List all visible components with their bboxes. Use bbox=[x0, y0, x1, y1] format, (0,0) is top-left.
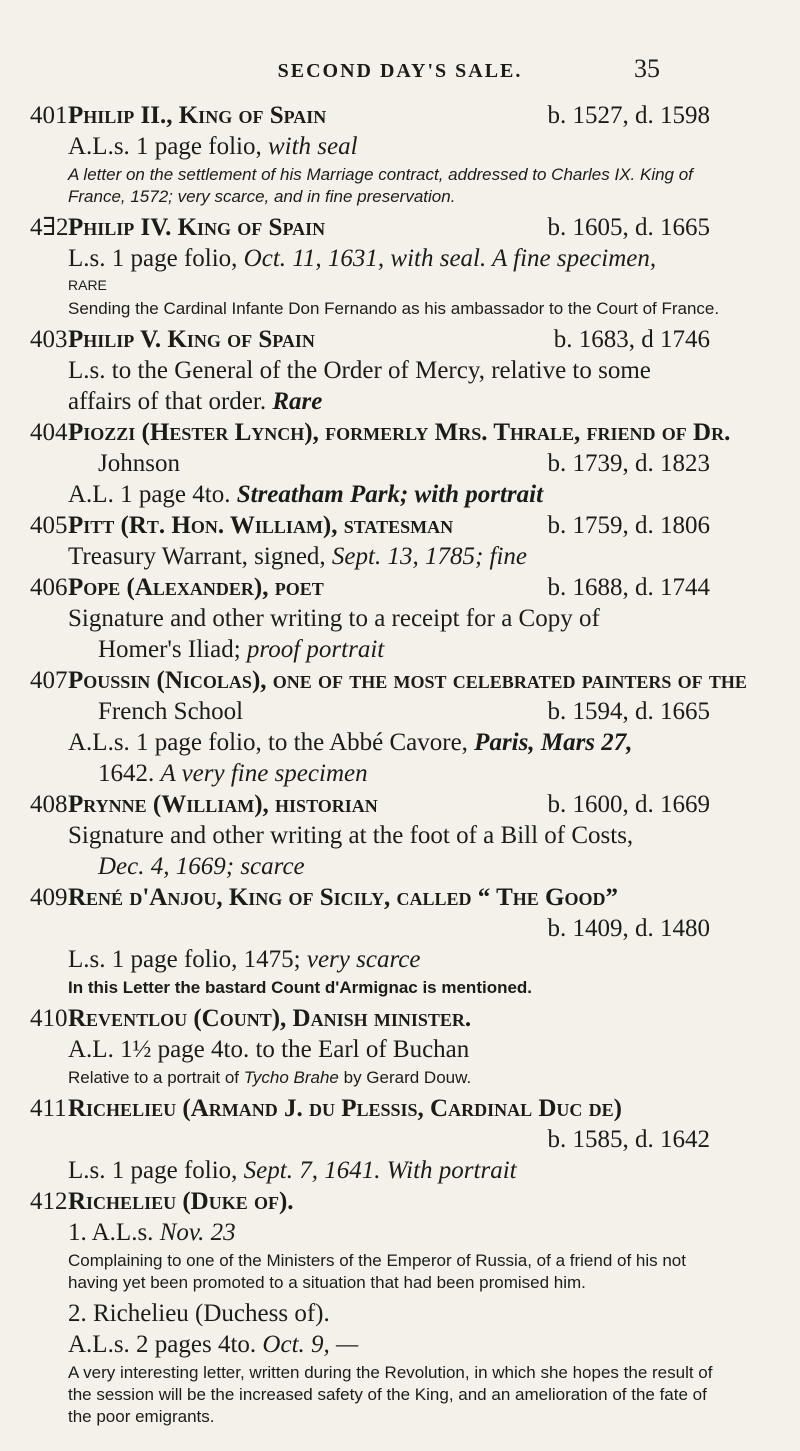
lot-description: Treasury Warrant, signed, bbox=[68, 543, 332, 570]
sub-item-italic: Oct. 9, — bbox=[262, 1331, 359, 1358]
lot-description-italic: with seal bbox=[267, 133, 358, 160]
running-head: SECOND DAY'S SALE. bbox=[277, 60, 523, 82]
lot-dates: b. 1594, d. 1665 bbox=[547, 698, 710, 725]
sub-item-italic: Nov. 23 bbox=[159, 1219, 236, 1246]
lot-note: Sending the Cardinal Infante Don Fernando as his ambassador to the Court of France. bbox=[68, 299, 720, 318]
lot-entry bbox=[30, 665, 747, 789]
lot-description: Homer's Iliad; bbox=[98, 636, 247, 663]
lot-name: Pope (Alexander), poet bbox=[68, 574, 324, 601]
lot-entry bbox=[30, 1186, 730, 1428]
lot-name: René d'Anjou, King of Sicily, called “ The Good” bbox=[68, 884, 618, 911]
lot-description: affairs of that order. bbox=[68, 388, 273, 415]
lot-description-italic: Streatham Park; with portrait bbox=[236, 481, 544, 508]
lot-entry bbox=[30, 572, 730, 665]
lot-description-italic: Sept. 7, 1641. With portrait bbox=[243, 1157, 517, 1184]
lot-description: Signature and other writing at the foot of a Bill of Costs, bbox=[68, 822, 634, 849]
lot-description: A.L. 1 page 4to. bbox=[68, 481, 237, 508]
lot-dates: b. 1688, d. 1744 bbox=[547, 574, 710, 601]
lot-description: Signature and other writing to a receipt for a Copy of bbox=[68, 605, 600, 632]
lot-name: Poussin (Nicolas), one of the most celebrated painters of the bbox=[68, 667, 747, 694]
lot-name: Philip V. King of Spain bbox=[68, 326, 315, 353]
lot-dates: b. 1600, d. 1669 bbox=[547, 791, 710, 818]
lot-description: L.s. 1 page folio, 1475; bbox=[68, 946, 307, 973]
lot-number: 410 bbox=[30, 1005, 68, 1032]
lot-description-italic: proof portrait bbox=[246, 636, 385, 663]
lot-description: L.s. 1 page folio, bbox=[68, 245, 244, 272]
sub-item: 1. A.L.s. bbox=[68, 1219, 160, 1246]
lot-description-italic: Rare bbox=[272, 388, 323, 415]
lot-list bbox=[30, 100, 747, 1432]
lot-number: 403 bbox=[30, 326, 68, 353]
lot-number: 412 bbox=[30, 1188, 68, 1215]
lot-rarity: RARE bbox=[68, 277, 107, 293]
lot-entry bbox=[30, 882, 730, 999]
lot-description: A.L.s. 1 page folio, bbox=[68, 133, 268, 160]
lot-name: Prynne (William), historian bbox=[68, 791, 378, 818]
lot-entry bbox=[30, 510, 730, 572]
lot-name: Philip II., King of Spain bbox=[68, 102, 327, 129]
lot-number: 409 bbox=[30, 884, 68, 911]
lot-dates: b. 1739, d. 1823 bbox=[547, 450, 710, 477]
lot-note: A very interesting letter, written during the Revolution, in which she hopes the result of the session will be the increased safety of the King, and an amelioration of the fate of the poor emigrants. bbox=[68, 1363, 713, 1426]
lot-name: Reventlou (Count), Danish minister. bbox=[68, 1005, 472, 1032]
lot-note-tail: by Gerard Douw. bbox=[338, 1068, 472, 1087]
lot-name-continued: French School bbox=[98, 698, 244, 725]
lot-entry bbox=[30, 324, 730, 417]
lot-dates: b. 1605, d. 1665 bbox=[547, 214, 710, 241]
lot-entry bbox=[30, 1003, 730, 1089]
lot-number: 406 bbox=[30, 574, 68, 601]
lot-description-italic: Oct. 11, 1631, with seal. A fine specimen, bbox=[243, 245, 657, 272]
lot-description: A.L. 1½ page 4to. to the Earl of Buchan bbox=[68, 1036, 470, 1063]
sub-item: A.L.s. 2 pages 4to. bbox=[68, 1331, 263, 1358]
lot-number: 407 bbox=[30, 667, 68, 694]
page-number: 35 bbox=[634, 54, 660, 83]
lot-entry bbox=[30, 789, 730, 882]
lot-dates: b. 1585, d. 1642 bbox=[547, 1126, 710, 1153]
lot-entry bbox=[30, 100, 730, 208]
lot-note: Relative to a portrait of bbox=[68, 1068, 244, 1087]
lot-dates: b. 1759, d. 1806 bbox=[547, 512, 710, 539]
lot-description: L.s. 1 page folio, bbox=[68, 1157, 244, 1184]
lot-description: 1642. bbox=[98, 760, 161, 787]
lot-entry bbox=[30, 212, 730, 320]
lot-number: 404 bbox=[30, 419, 68, 446]
lot-description-italic: Dec. 4, 1669; scarce bbox=[98, 853, 305, 880]
lot-description-italic: A very fine specimen bbox=[160, 760, 368, 787]
lot-description-italic: Paris, Mars 27, bbox=[474, 729, 633, 756]
lot-description-italic: Sept. 13, 1785; fine bbox=[331, 543, 528, 570]
lot-number: 401 bbox=[30, 102, 68, 129]
sub-item: 2. Richelieu (Duchess of). bbox=[68, 1300, 330, 1327]
lot-entry bbox=[30, 1093, 730, 1186]
lot-dates: b. 1527, d. 1598 bbox=[547, 102, 710, 129]
lot-note: A letter on the settlement of his Marriage contract, addressed to Charles IX. King of France, 1572; very scarce, and in fine preservation. bbox=[68, 165, 693, 206]
lot-description: L.s. to the General of the Order of Mercy, relative to some bbox=[68, 357, 651, 384]
lot-number: 408 bbox=[30, 791, 68, 818]
lot-name-continued: Johnson bbox=[98, 450, 180, 477]
lot-name: Philip IV. King of Spain bbox=[68, 214, 326, 241]
lot-name: Richelieu (Duke of). bbox=[68, 1188, 294, 1215]
lot-dates: b. 1683, d 1746 bbox=[553, 326, 710, 353]
lot-name: Richelieu (Armand J. du Plessis, Cardinal Duc de) bbox=[68, 1095, 622, 1122]
lot-note: In this Letter the bastard Count d'Armignac is mentioned. bbox=[68, 978, 533, 997]
lot-number: 405 bbox=[30, 512, 68, 539]
lot-description-italic: very scarce bbox=[306, 946, 421, 973]
lot-dates: b. 1409, d. 1480 bbox=[547, 915, 710, 942]
lot-entry bbox=[30, 417, 730, 510]
lot-name: Pitt (Rt. Hon. William), statesman bbox=[68, 512, 454, 539]
lot-number: 4∃2 bbox=[30, 214, 69, 241]
lot-note: Complaining to one of the Ministers of the Emperor of Russia, of a friend of his not having yet been promoted to a situation that had been promised him. bbox=[68, 1251, 686, 1292]
lot-name: Piozzi (Hester Lynch), formerly Mrs. Thrale, friend of Dr. bbox=[68, 419, 731, 446]
page-header bbox=[0, 54, 800, 100]
lot-number: 411 bbox=[30, 1095, 67, 1122]
lot-description: A.L.s. 1 page folio, to the Abbé Cavore, bbox=[68, 729, 475, 756]
lot-note-italic: Tycho Brahe bbox=[243, 1068, 339, 1087]
